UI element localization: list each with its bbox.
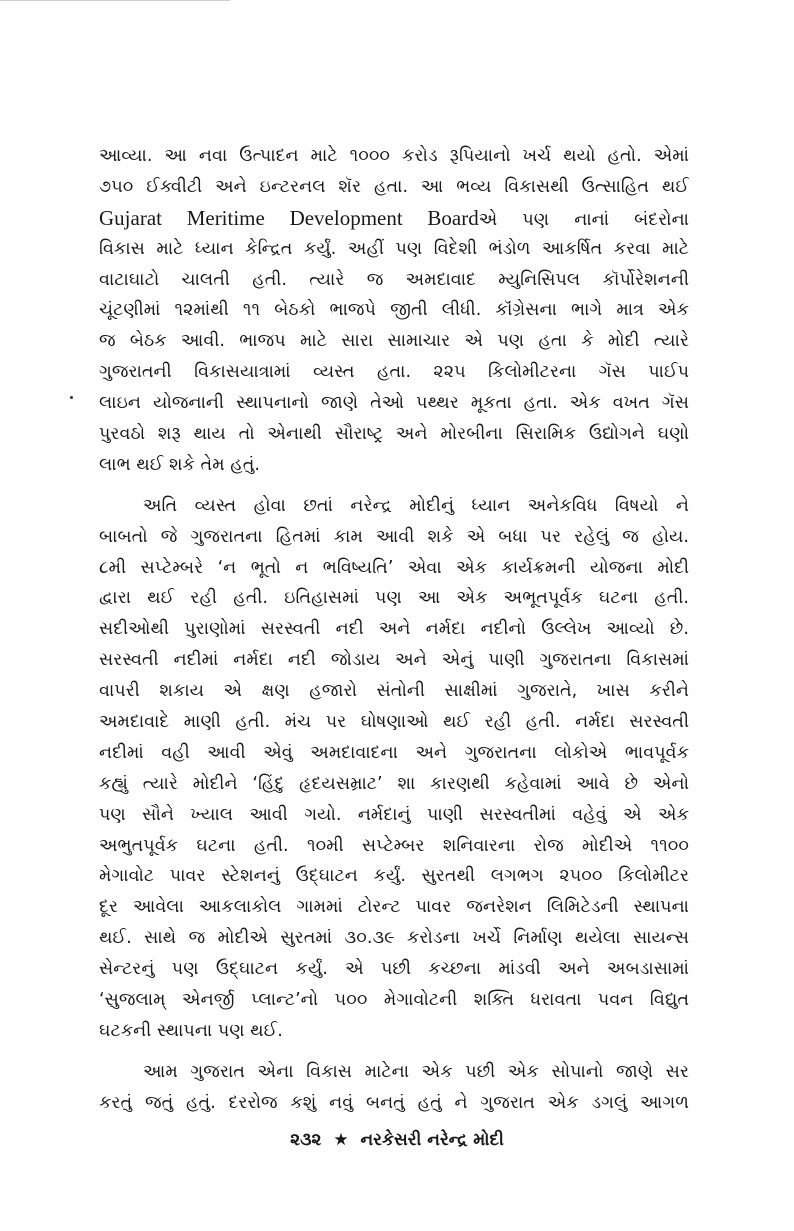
text-line: વાપરી શકાય એ ક્ષણ હજારો સંતોની સાક્ષીમાં ગુજરાતે, ખાસ કરીને <box>99 681 689 702</box>
text-line: ઘટકની સ્થાપના પણ થઈ. <box>99 1020 283 1041</box>
text-line: કરતું જતું હતું. દરરોજ કશું નવું બનતું હતું ને ગુજરાત એક ડગલું આગળ <box>99 1092 689 1113</box>
text-line: અમદાવાદે માણી હતી. મંચ પર ઘોષણાઓ થઈ રહી હતી. નર્મદા સરસ્વતી <box>99 712 689 733</box>
text-line-mixed <box>99 203 689 234</box>
english-phrase: Gujarat Meritime Development Board <box>99 205 479 230</box>
text-line: જ બેઠક આવી. ભાજપ માટે સારા સામાચાર એ પણ હતા કે મોદી ત્યારે <box>99 331 689 352</box>
text-line: સરસ્વતી નદીમાં નર્મદા નદી જોડાય અને એનું પાણી ગુજરાતના વિકાસમાં <box>99 650 689 671</box>
text-line: અતિ વ્યસ્ત હોવા છતાં નરેન્દ્ર મોદીનું ધ્યાન અનેકવિધ વિષયો ને <box>143 495 689 516</box>
text-line: ગુજરાતની વિકાસયાત્રામાં વ્યસ્ત હતા. ૨૨૫ કિલોમીટરના ગૅસ પાઈપ <box>99 362 689 383</box>
text-line: કહ્યું ત્યારે મોદીને ‘હિંદુ હૃદયસમ્રાટ’ શા કારણથી કહેવામાં આવે છે એનો <box>99 773 689 794</box>
text-line: અભુતપૂર્વક ઘટના હતી. ૧૦મી સપ્ટેમ્બર શનિવારના રોજ મોદીએ ૧૧૦૦ <box>99 835 689 856</box>
paragraph-2 <box>99 491 689 1047</box>
scan-edge-mark <box>0 0 230 1</box>
text-line: લાભ થઈ શકે તેમ હતું. <box>99 454 260 475</box>
paragraph-gap <box>99 1047 689 1057</box>
gujarati-phrase: એ પણ નાનાં બંદરોના <box>478 209 689 230</box>
paragraph-gap <box>99 481 689 491</box>
text-line: વિકાસ માટે ધ્યાન કેન્દ્રિત કર્યું. અહીં પણ વિદેશી ભંડોળ આકર્ષિત કરવા માટે <box>99 238 689 259</box>
text-line: સેન્ટરનું પણ ઉદ્ઘાટન કર્યું. એ પછી કચ્છના માંડવી અને અબડાસામાં <box>99 959 689 980</box>
text-line: નદીમાં વહી આવી એવું અમદાવાદના અને ગુજરાતના લોકોએ ભાવપૂર્વક <box>99 742 689 763</box>
paragraph-1 <box>99 141 689 481</box>
body-text <box>99 141 689 1119</box>
text-line: ચૂંટણીમાં ૧૨માંથી ૧૧ બેઠકો ભાજપે જીતી લીધી. કૉંગ્રેસના ભાગે માત્ર એક <box>99 300 689 321</box>
page-footer <box>0 1130 794 1150</box>
text-line: ‘સુજલામ્ એનર્જી પ્લાન્ટ’નો ૫૦૦ મેગાવોટની શક્તિ ધરાવતા પવન વિદ્યુત <box>99 990 689 1011</box>
text-line: સદીઓથી પુરાણોમાં સરસ્વતી નદી અને નર્મદા નદીનો ઉલ્લેખ આવ્યો છે. <box>99 619 689 640</box>
text-line: ૮મી સપ્ટેમ્બરે ‘ન ભૂતો ન ભવિષ્યતિ’ એવા એક કાર્યક્રમની યોજના મોદી <box>99 557 689 578</box>
text-line: આમ ગુજરાત એના વિકાસ માટેના એક પછી એક સોપાનો જાણે સર <box>143 1061 689 1082</box>
text-line: લાઇન યોજનાની સ્થાપનાનો જાણે તેઓ પથ્થર મૂકતા હતા. એક વખત ગૅસ <box>99 393 689 414</box>
text-line: મેગાવોટ પાવર સ્ટેશનનું ઉદ્ઘાટન કર્યું. સુરતથી લગભગ ૨૫૦૦ કિલોમીટર <box>99 866 689 887</box>
text-line: વાટાઘાટો ચાલતી હતી. ત્યારે જ અમદાવાદ મ્યુનિસિપલ કૉર્પોરેશનની <box>99 269 689 290</box>
text-line: આવ્યા. આ નવા ઉત્પાદન માટે ૧૦૦૦ કરોડ રૂપિયાનો ખર્ચ થયો હતો. એમાં <box>99 146 689 166</box>
paragraph-3 <box>99 1057 689 1119</box>
text-line: પણ સૌને ખ્યાલ આવી ગયો. નર્મદાનું પાણી સરસ્વતીમાં વહેવું એ એક <box>99 804 689 825</box>
text-line: બાબતો જે ગુજરાતના હિતમાં કામ આવી શકે એ બધા પર રહેલું જ હોય. <box>99 526 689 547</box>
text-line: ૭૫૦ ઈક્વીટી અને ઇન્ટરનલ શૅર હતા. આ ભવ્ય વિકાસથી ઉત્સાહિત થઈ <box>99 176 689 197</box>
star-icon: ★ <box>333 1130 349 1150</box>
text-line: પુરવઠો શરૂ થાય તો એનાથી સૌરાષ્ટ્ર અને મોરબીના સિરામિક ઉદ્યોગને ઘણો <box>99 424 689 445</box>
text-line: દ્વારા થઈ રહી હતી. ઇતિહાસમાં પણ આ એક અભૂતપૂર્વક ઘટના હતી. <box>99 588 689 609</box>
text-line: દૂર આવેલા આકલાકોલ ગામમાં ટોરન્ટ પાવર જનરેશન લિમિટેડની સ્થાપના <box>99 897 689 918</box>
margin-dot <box>70 396 73 399</box>
text-line: થઈ. સાથે જ મોદીએ સુરતમાં ૩૦.૩૯ કરોડના ખર્ચે નિર્માણ થયેલા સાયન્સ <box>99 928 689 949</box>
running-title: નરકેસરી નરેન્દ્ર મોદી <box>360 1130 504 1150</box>
page-number: ૨૩૨ <box>290 1130 322 1150</box>
